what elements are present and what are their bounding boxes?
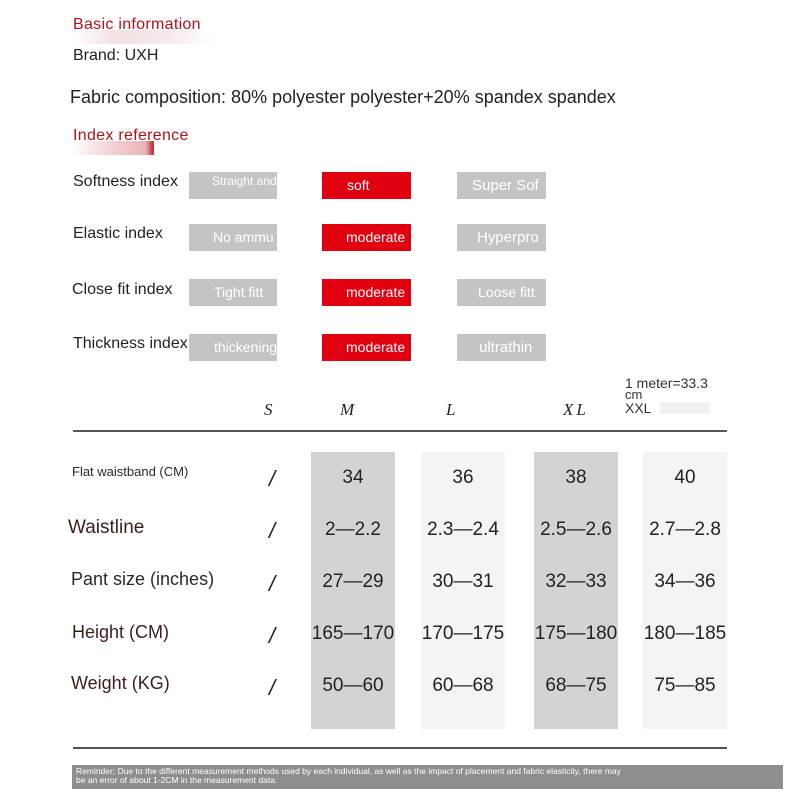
basic-info-title: Basic information xyxy=(73,16,201,33)
softness-left-box xyxy=(189,172,277,199)
height-xl-value: 175—180 xyxy=(534,623,618,644)
index-reference-title: Index reference xyxy=(73,127,189,144)
waistline-l-value: 2.3—2.4 xyxy=(427,519,499,540)
size-header-xxl: XXL xyxy=(625,400,652,416)
height-label: Height (CM) xyxy=(72,622,170,642)
box-text: Hyperpro xyxy=(477,229,539,246)
pant-size-s-value: / xyxy=(268,571,276,596)
flat-waistband-l-value: 36 xyxy=(452,467,474,488)
box-text: moderate xyxy=(346,284,406,300)
thickness-index-label: Thickness index xyxy=(73,335,188,352)
softness-right-box xyxy=(457,172,546,199)
fabric-composition-text: Fabric composition: 80% polyester polyester+20% spandex spandex xyxy=(70,87,616,107)
reminder-note xyxy=(72,765,783,789)
size-header-l: L xyxy=(446,400,456,419)
box-text: moderate xyxy=(346,229,406,245)
height-xxl-value: 180—185 xyxy=(643,623,727,644)
weight-m-value: 50—60 xyxy=(322,675,384,696)
flat-waistband-s-value: / xyxy=(268,466,276,491)
elastic-index-label: Elastic index xyxy=(73,225,163,242)
header-shadow xyxy=(660,402,710,414)
height-s-value: / xyxy=(268,623,276,648)
close-fit-right-box xyxy=(457,279,546,306)
weight-xxl-value: 75—85 xyxy=(654,675,716,696)
close-fit-left-box xyxy=(189,279,277,306)
pant-size-xxl-value: 34—36 xyxy=(654,571,716,592)
waistline-s-value: / xyxy=(268,518,276,543)
table-top-divider xyxy=(73,430,727,432)
thickness-right-box xyxy=(457,334,546,361)
elastic-mid-box xyxy=(322,224,411,251)
weight-s-value: / xyxy=(268,675,276,700)
box-text: ultrathin xyxy=(479,339,533,356)
box-text: Super Sof xyxy=(472,177,539,194)
waistline-m-value: 2—2.2 xyxy=(325,519,381,540)
reminder-line-2: be an error of about 1-2CM in the measurement data. xyxy=(76,775,278,785)
box-text: thickening xyxy=(214,339,277,355)
flat-waistband-label: Flat waistband (CM) xyxy=(72,464,189,479)
size-header-s: S xyxy=(264,400,273,419)
box-text: Straight and xyxy=(212,174,277,188)
box-text: moderate xyxy=(346,339,406,355)
box-text: No ammu xyxy=(213,229,274,245)
waistline-xl-value: 2.5—2.6 xyxy=(540,519,612,540)
meter-conversion-note: 1 meter=33.3 xyxy=(625,375,708,391)
weight-xl-value: 68—75 xyxy=(545,675,607,696)
size-header-m: M xyxy=(340,400,355,419)
elastic-right-box xyxy=(457,224,546,251)
pant-size-label: Pant size (inches) xyxy=(71,569,215,589)
waistline-label: Waistline xyxy=(68,517,145,538)
flat-waistband-xl-value: 38 xyxy=(565,467,587,488)
flat-waistband-xxl-value: 40 xyxy=(674,467,696,488)
table-bottom-divider xyxy=(73,747,727,749)
elastic-left-box xyxy=(189,224,277,251)
softness-mid-box xyxy=(322,172,411,199)
thickness-left-box xyxy=(189,334,277,361)
waistline-xxl-value: 2.7—2.8 xyxy=(649,519,721,540)
close-fit-mid-box xyxy=(322,279,411,306)
close-fit-index-label: Close fit index xyxy=(72,281,173,298)
weight-label: Weight (KG) xyxy=(71,673,170,693)
size-header-xl: XL xyxy=(563,400,589,419)
height-l-value: 170—175 xyxy=(421,623,505,644)
pant-size-xl-value: 32—33 xyxy=(545,571,607,592)
weight-l-value: 60—68 xyxy=(432,675,494,696)
softness-index-label: Softness index xyxy=(73,173,178,190)
flat-waistband-m-value: 34 xyxy=(342,467,364,488)
thickness-mid-box xyxy=(322,334,411,361)
brand-text: Brand: UXH xyxy=(73,47,159,64)
height-m-value: 165—170 xyxy=(311,623,395,644)
box-text: Tight fitt xyxy=(214,284,264,300)
box-text: soft xyxy=(347,177,370,193)
pant-size-l-value: 30—31 xyxy=(432,571,494,592)
pant-size-m-value: 27—29 xyxy=(322,571,384,592)
reminder-line-1: Reminder: Due to the different measurement methods used by each individual, as well as the impact of placement and fabric elasticity, there may xyxy=(76,766,621,776)
meter-conversion-unit: cm xyxy=(625,387,643,402)
box-text: Loose fitt xyxy=(478,284,535,300)
